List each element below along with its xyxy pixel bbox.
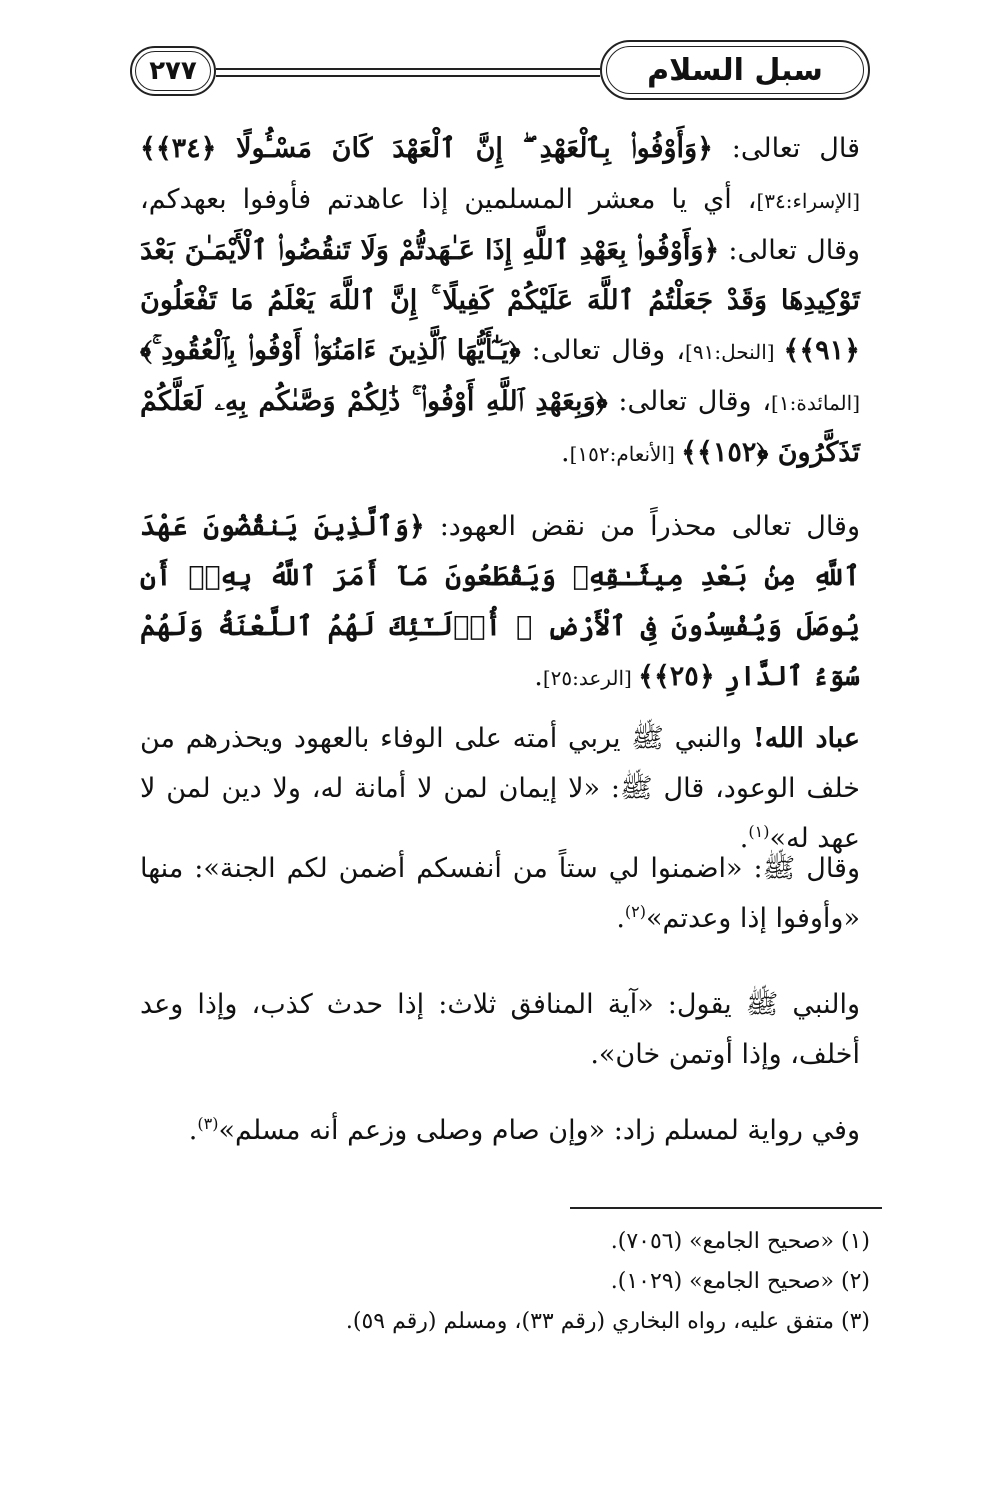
p1-end: . <box>560 437 570 468</box>
header-rule-top <box>216 68 600 70</box>
p1-mid1: ، أي يا معشر المسلمين إذا عاهدتم فأوفوا بعهدكم، وقال تعالى: <box>140 184 860 266</box>
quran-verse-isra: ﴿وَأَوْفُوا۟ بِٱلْعَهْدِ ۖ إِنَّ ٱلْعَهْدَ كَانَ مَسْـُٔولًا ﴿٣٤﴾﴾ <box>140 133 713 164</box>
footnote-2: (٢) «صحيح الجامع» (١٠٢٩). <box>610 1269 870 1294</box>
paragraph-3 <box>140 714 860 864</box>
paragraph-4 <box>140 844 860 944</box>
footnote-divider <box>570 1207 882 1209</box>
p6-text: وفي رواية لمسلم زاد: «وإن صام وصلى وزعم أنه مسلم» <box>218 1115 860 1146</box>
p6-end: . <box>188 1115 198 1146</box>
page-number: ٢٧٧ <box>130 46 216 96</box>
footnote-1: (١) «صحيح الجامع» (٧٠٥٦). <box>610 1229 870 1254</box>
ref-maidah: [المائدة:١] <box>771 391 860 415</box>
footnote-ref-2: (٢) <box>624 902 647 921</box>
ref-nahl: [النحل:٩١] <box>685 340 784 364</box>
ref-rad: [الرعد:٢٥] <box>542 666 639 690</box>
header-rule-bottom <box>216 75 600 77</box>
p4-text: وقال ﷺ: «اضمنوا لي ستاً من أنفسكم أضمن لكم الجنة»: منها «وأوفوا إذا وعدتم» <box>140 853 860 934</box>
footnote-ref-1: (١) <box>748 822 770 841</box>
p5-text: والنبي ﷺ يقول: «آية المنافق ثلاث: إذا حدث كذب، وإذا وعد أخلف، وإذا أوتمن خان». <box>140 989 860 1070</box>
footnotes <box>140 1222 870 1342</box>
p3-end: . <box>739 823 749 854</box>
footnote-ref-3: (٣) <box>197 1114 219 1133</box>
p1-mid3: ، وقال تعالى: <box>607 386 772 417</box>
footnote-3: (٣) متفق عليه، رواه البخاري (رقم ٣٣)، ومسلم (رقم ٥٩). <box>345 1309 870 1334</box>
ref-anam: [الأنعام:١٥٢] <box>569 442 682 466</box>
quran-verse-nahl: ﴿وَأَوْفُوا۟ بِعَهْدِ ٱللَّهِ إِذَا عَـٰهَدتُّمْ وَلَا تَنقُضُوا۟ ٱلْأَيْمَـٰنَ بَعْدَ تَوْكِيدِهَا وَقَدْ جَعَلْتُمُ ٱللَّهَ عَلَيْكُمْ كَفِيلًا ۚ إِنَّ ٱللَّهَ يَعْلَمُ مَا تَفْعَلُونَ ﴿٩١﴾﴾ <box>140 235 860 366</box>
page-header <box>130 40 870 104</box>
quran-verse-anam: ﴿وَبِعَهْدِ ٱللَّهِ أَوْفُوا۟ ۚ ذَٰلِكُمْ وَصَّىٰكُم بِهِۦ لَعَلَّكُمْ تَذَكَّرُونَ ﴿١٥٢﴾﴾ <box>140 386 860 468</box>
paragraph-2 <box>140 502 860 703</box>
paragraph-1 <box>140 124 860 479</box>
p1-mid2: ، وقال تعالى: <box>520 335 686 366</box>
ref-isra: [الإسراء:٣٤] <box>756 189 860 213</box>
p1-intro: قال تعالى: <box>712 133 860 164</box>
p4-end: . <box>616 903 625 934</box>
paragraph-6 <box>140 1106 860 1156</box>
p3-lead: عباد الله! <box>752 723 861 754</box>
paragraph-5 <box>140 980 860 1080</box>
p2-intro: وقال تعالى محذراً من نقض العهود: <box>424 511 860 542</box>
p2-end: . <box>534 661 543 692</box>
p3-text: والنبي ﷺ يربي أمته على الوفاء بالعهود ويحذرهم من خلف الوعود، قال ﷺ: «لا إيمان لمن لا أمانة له، ولا دين لمن لا عهد له» <box>140 723 860 854</box>
quran-verse-maidah: ﴿يَـٰٓأَيُّهَا ٱلَّذِينَ ءَامَنُوٓا۟ أَوْفُوا۟ بِٱلْعُقُودِ ۚ﴾ <box>140 335 521 366</box>
book-title: سبل السلام <box>600 40 870 100</box>
quran-verse-rad: ﴿وَٱلَّذِينَ يَنقُضُونَ عَهْدَ ٱللَّهِ مِنۢ بَعْدِ مِيثَـٰقِهِۦ وَيَقْطَعُونَ مَآ أَمَرَ ٱللَّهُ بِهِۦٓ أَن يُوصَلَ وَيُفْسِدُونَ فِى ٱلْأَرْضِ ۙ أُو۟لَـٰٓئِكَ لَهُمُ ٱللَّعْنَةُ وَلَهُمْ سُوٓءُ ٱلدَّارِ ﴿٢٥﴾﴾ <box>140 511 860 692</box>
